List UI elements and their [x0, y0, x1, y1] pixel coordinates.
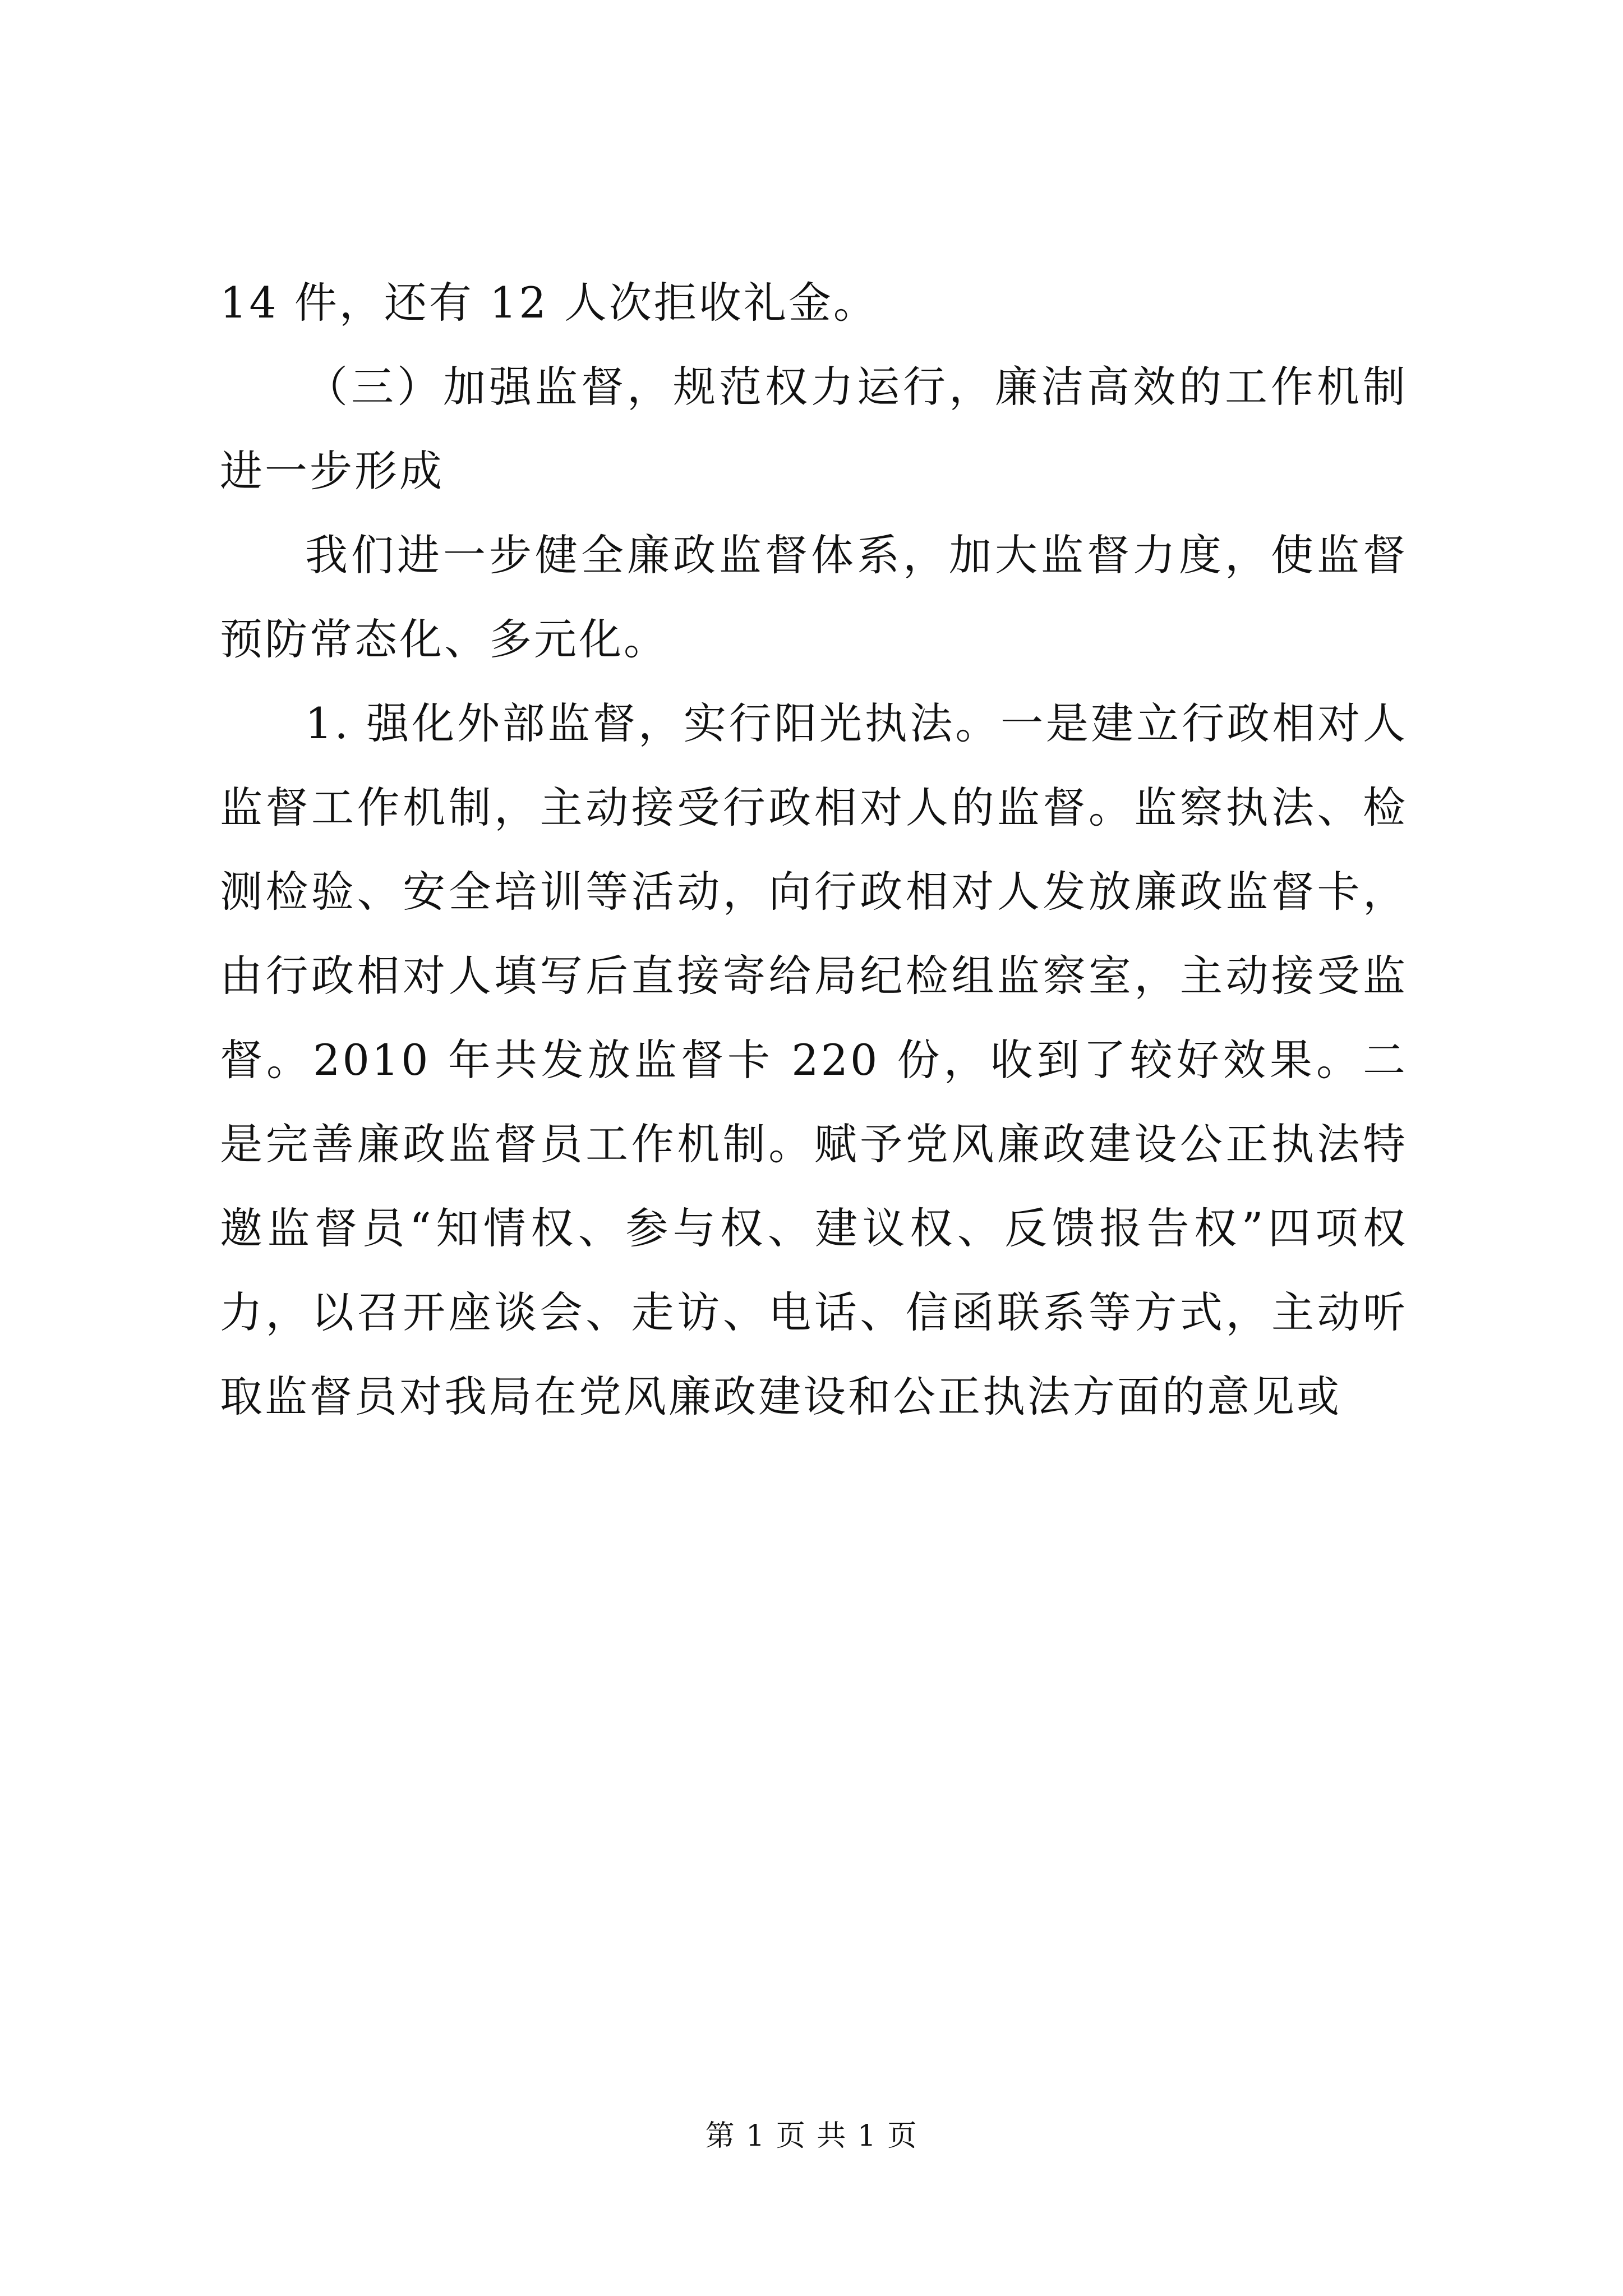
page-footer: 第 1 页 共 1 页 [705, 2119, 918, 2153]
paragraph-external-supervision: 1. 强化外部监督，实行阳光执法。一是建立行政相对人监督工作机制，主动接受行政相对人的监督。监察执法、检测检验、安全培训等活动，向行政相对人发放廉政监督卡，由行政相对人填写后直接寄给局纪检组监察室，主动接受监督。2010 年共发放监督卡 220 份，收到了较好效果。二是完善廉政监督员工作机制。赋予党风廉政建设公正执法特邀监督员“知情权、参与权、建议权、反馈报告权”四项权力，以召开座谈会、走访、电话、信函联系等方式，主动听取监督员对我局在党风廉政建设和公正执法方面的意见或 [220, 698, 1408, 1421]
section-heading: （三）加强监督，规范权力运行，廉洁高效的工作机制进一步形成 [220, 362, 1408, 496]
paragraph-continuation: 14 件，还有 12 人次拒收礼金。 [220, 278, 878, 328]
document-body [220, 261, 1408, 1439]
paragraph-intro: 我们进一步健全廉政监督体系，加大监督力度，使监督预防常态化、多元化。 [220, 530, 1408, 664]
